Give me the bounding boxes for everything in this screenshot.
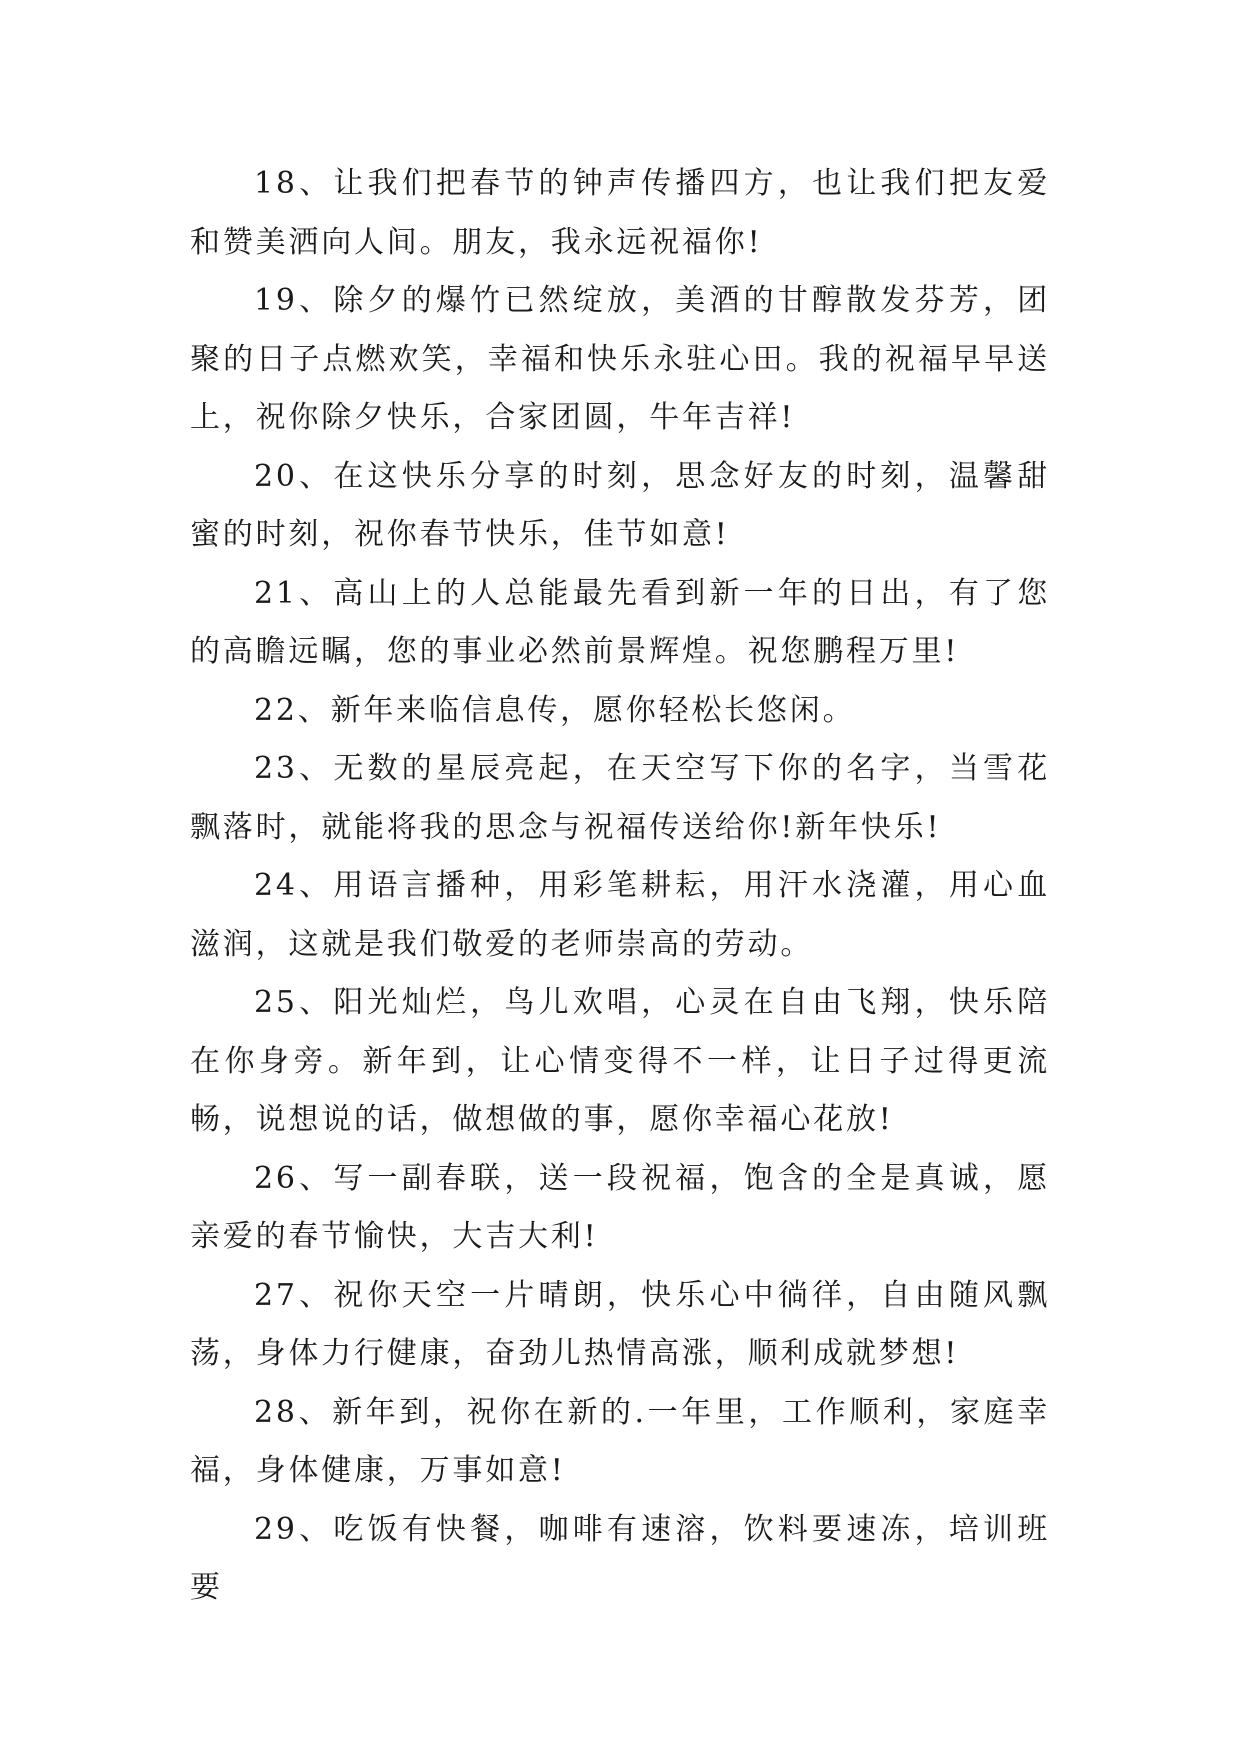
paragraph-24: 24、用语言播种，用彩笔耕耘，用汗水浇灌，用心血滋润，这就是我们敬爱的老师崇高的劳动。 (190, 868, 1050, 962)
paragraph-27: 27、祝你天空一片晴朗，快乐心中徜徉，自由随风飘荡，身体力行健康，奋劲儿热情高涨，顺利成就梦想! (190, 1277, 1050, 1371)
paragraph-25: 25、阳光灿烂，鸟儿欢唱，心灵在自由飞翔，快乐陪在你身旁。新年到，让心情变得不一样，让日子过得更流畅，说想说的话，做想做的事，愿你幸福心花放! (190, 985, 1050, 1137)
paragraph-26: 26、写一副春联，送一段祝福，饱含的全是真诚，愿亲爱的春节愉快，大吉大利! (190, 1160, 1050, 1254)
document-body (190, 155, 1050, 1618)
paragraph-28: 28、新年到，祝你在新的.一年里，工作顺利，家庭幸福，身体健康，万事如意! (190, 1394, 1050, 1488)
paragraph-22: 22、新年来临信息传，愿你轻松长悠闲。 (254, 692, 856, 728)
paragraph-19: 19、除夕的爆竹已然绽放，美酒的甘醇散发芬芳，团聚的日子点燃欢笑，幸福和快乐永驻心田。我的祝福早早送上，祝你除夕快乐，合家团圆，牛年吉祥! (190, 283, 1050, 435)
paragraph-29: 29、吃饭有快餐，咖啡有速溶，饮料要速冻，培训班要 (190, 1511, 1050, 1605)
paragraph-23: 23、无数的星辰亮起，在天空写下你的名字，当雪花飘落时，就能将我的思念与祝福传送给你!新年快乐! (190, 751, 1050, 845)
paragraph-20: 20、在这快乐分享的时刻，思念好友的时刻，温馨甜蜜的时刻，祝你春节快乐，佳节如意! (190, 458, 1050, 552)
paragraph-18: 18、让我们把春节的钟声传播四方，也让我们把友爱和赞美洒向人间。朋友，我永远祝福你! (190, 166, 1050, 260)
paragraph-21: 21、高山上的人总能最先看到新一年的日出，有了您的高瞻远瞩，您的事业必然前景辉煌。祝您鹏程万里! (190, 575, 1050, 669)
